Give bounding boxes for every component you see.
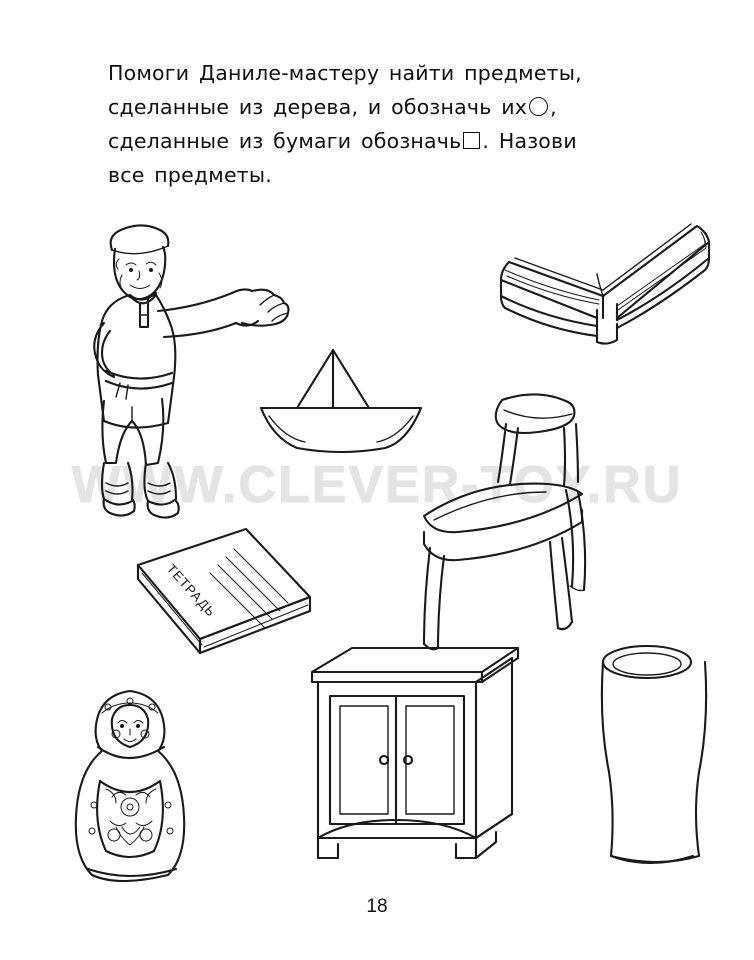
notebook-label: ТЕТРАДЬ <box>163 560 219 620</box>
instruction-line-3-text: сделанные из бумаги обозначь <box>108 129 462 153</box>
instruction-line-2-tail: , <box>550 95 557 119</box>
instruction-text <box>108 56 678 192</box>
instruction-line-1: Помоги Даниле-мастеру найти предметы, <box>108 61 582 85</box>
open-book <box>485 200 715 400</box>
instruction-line-4: все предметы. <box>108 163 273 187</box>
instruction-line-3-tail: . Назови <box>482 129 577 153</box>
instruction-line-2-text: сделанные из дерева, и обозначь их <box>108 95 528 119</box>
wooden-cabinet <box>300 638 530 868</box>
page-number: 18 <box>366 896 388 917</box>
instruction-line-3 <box>108 124 678 158</box>
site-watermark: WWW.CLEVER-TOY.RU <box>71 456 683 514</box>
clay-vase <box>585 640 725 880</box>
school-notebook <box>130 525 320 675</box>
instruction-line-2 <box>108 90 678 124</box>
wooden-chair <box>400 380 620 660</box>
square-mark-icon <box>463 132 480 149</box>
matryoshka-doll <box>60 685 210 885</box>
circle-mark-icon <box>529 97 548 116</box>
